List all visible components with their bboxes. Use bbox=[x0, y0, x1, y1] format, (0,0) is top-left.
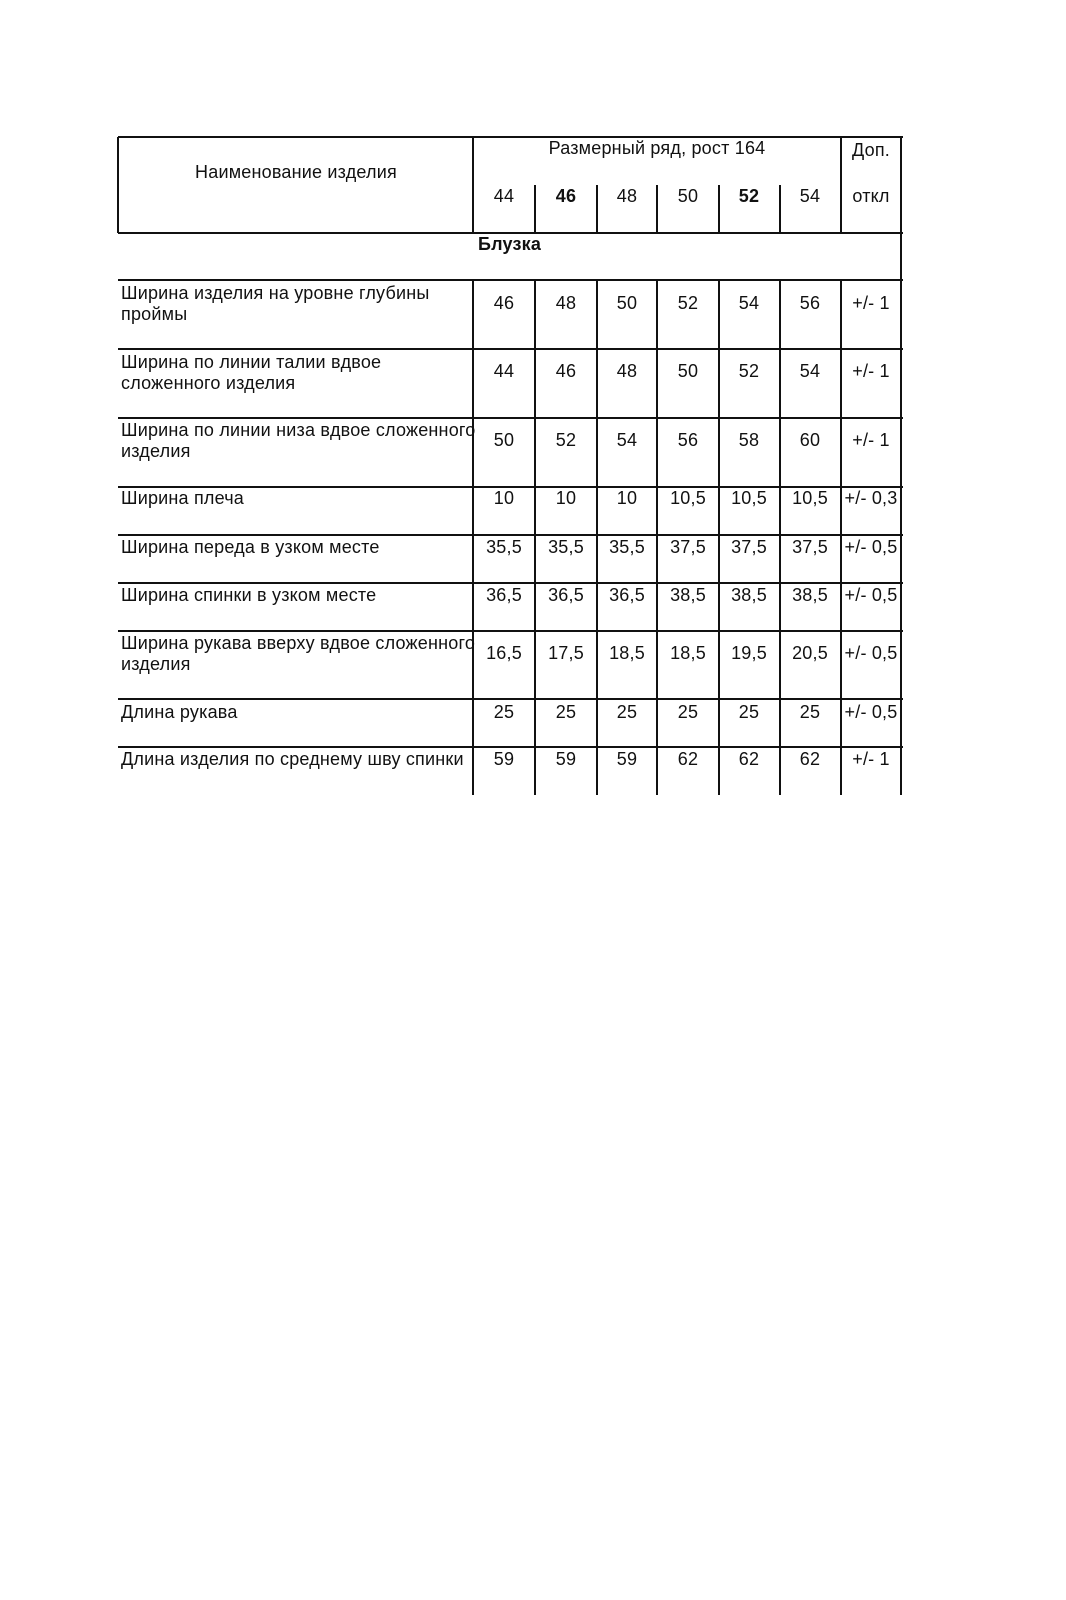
row-value: 54 bbox=[799, 361, 821, 381]
header-size-48: 48 bbox=[616, 186, 638, 206]
row-value: 20,5 bbox=[792, 643, 828, 663]
row-value: 58 bbox=[738, 430, 760, 450]
row-value: 38,5 bbox=[731, 585, 767, 605]
row-value: 10 bbox=[555, 488, 577, 508]
row-name: Ширина по линии талии вдвое сложенного изделия bbox=[121, 352, 382, 393]
row-top-border bbox=[118, 582, 903, 584]
row-value: 10 bbox=[616, 488, 638, 508]
header-size-54: 54 bbox=[799, 186, 821, 206]
row-tolerance: +/- 0,5 bbox=[844, 702, 898, 722]
header-size-44: 44 bbox=[493, 186, 515, 206]
row-value: 36,5 bbox=[609, 585, 645, 605]
value-column-divider bbox=[718, 280, 720, 349]
row-name: Длина изделия по среднему шву спинки bbox=[121, 749, 464, 769]
value-column-divider bbox=[656, 280, 658, 349]
row-tolerance: +/- 1 bbox=[852, 361, 890, 381]
value-column-divider bbox=[534, 280, 536, 349]
row-value: 19,5 bbox=[731, 643, 767, 663]
value-column-divider bbox=[779, 349, 781, 418]
row-name: Ширина спинки в узком месте bbox=[121, 585, 377, 605]
row-tolerance: +/- 1 bbox=[852, 293, 890, 313]
row-value: 46 bbox=[493, 293, 515, 313]
row-value: 50 bbox=[493, 430, 515, 450]
value-column-divider bbox=[596, 349, 598, 418]
row-value: 18,5 bbox=[670, 643, 706, 663]
row-value: 10,5 bbox=[731, 488, 767, 508]
row-value: 62 bbox=[799, 749, 821, 769]
value-column-divider bbox=[840, 631, 842, 699]
row-top-border bbox=[118, 279, 903, 281]
header-name-label: Наименование изделия bbox=[195, 162, 397, 182]
row-value: 54 bbox=[738, 293, 760, 313]
value-column-divider bbox=[840, 280, 842, 349]
row-top-border bbox=[118, 698, 903, 700]
row-value: 56 bbox=[799, 293, 821, 313]
row-tolerance: +/- 1 bbox=[852, 749, 890, 769]
row-tolerance: +/- 0,5 bbox=[844, 585, 898, 605]
row-top-border bbox=[118, 534, 903, 536]
value-column-divider bbox=[840, 418, 842, 487]
row-value: 38,5 bbox=[670, 585, 706, 605]
row-value: 59 bbox=[555, 749, 577, 769]
value-column-divider bbox=[596, 418, 598, 487]
value-column-divider bbox=[718, 349, 720, 418]
row-value: 10,5 bbox=[670, 488, 706, 508]
value-column-divider bbox=[718, 631, 720, 699]
row-name: Ширина по линии низа вдвое сложенного изделия bbox=[121, 420, 476, 461]
row-value: 59 bbox=[493, 749, 515, 769]
row-name: Ширина плеча bbox=[121, 488, 245, 508]
row-name: Ширина рукава вверху вдвое сложенного изделия bbox=[121, 633, 476, 674]
row-value: 37,5 bbox=[731, 537, 767, 557]
row-value: 60 bbox=[799, 430, 821, 450]
row-value: 16,5 bbox=[486, 643, 522, 663]
row-top-border bbox=[118, 348, 903, 350]
table-right-border bbox=[900, 137, 902, 795]
row-value: 48 bbox=[555, 293, 577, 313]
row-value: 52 bbox=[555, 430, 577, 450]
header-size-50: 50 bbox=[677, 186, 699, 206]
row-tolerance: +/- 0,5 bbox=[844, 537, 898, 557]
row-value: 10,5 bbox=[792, 488, 828, 508]
value-column-divider bbox=[656, 418, 658, 487]
row-name: Длина рукава bbox=[121, 702, 238, 722]
row-value: 38,5 bbox=[792, 585, 828, 605]
row-value: 25 bbox=[616, 702, 638, 722]
value-column-divider bbox=[656, 631, 658, 699]
value-column-divider bbox=[534, 418, 536, 487]
row-value: 36,5 bbox=[486, 585, 522, 605]
row-value: 52 bbox=[677, 293, 699, 313]
value-column-divider bbox=[840, 349, 842, 418]
value-column-divider bbox=[534, 349, 536, 418]
value-column-divider bbox=[779, 280, 781, 349]
row-value: 46 bbox=[555, 361, 577, 381]
value-column-divider bbox=[534, 631, 536, 699]
row-value: 52 bbox=[738, 361, 760, 381]
row-tolerance: +/- 1 bbox=[852, 430, 890, 450]
row-value: 50 bbox=[677, 361, 699, 381]
row-value: 48 bbox=[616, 361, 638, 381]
header-size-range-label: Размерный ряд, рост 164 bbox=[548, 138, 766, 158]
row-value: 35,5 bbox=[548, 537, 584, 557]
row-value: 59 bbox=[616, 749, 638, 769]
row-tolerance: +/- 0,3 bbox=[844, 488, 898, 508]
row-value: 62 bbox=[677, 749, 699, 769]
row-value: 25 bbox=[738, 702, 760, 722]
row-value: 50 bbox=[616, 293, 638, 313]
row-value: 35,5 bbox=[486, 537, 522, 557]
row-value: 25 bbox=[677, 702, 699, 722]
row-value: 54 bbox=[616, 430, 638, 450]
row-top-border bbox=[118, 417, 903, 419]
header-size-52: 52 bbox=[738, 186, 760, 206]
value-column-divider bbox=[718, 418, 720, 487]
row-tolerance: +/- 0,5 bbox=[844, 643, 898, 663]
row-name: Ширина изделия на уровне глубины проймы bbox=[121, 283, 430, 324]
row-value: 37,5 bbox=[792, 537, 828, 557]
row-value: 10 bbox=[493, 488, 515, 508]
row-top-border bbox=[118, 746, 903, 748]
row-value: 17,5 bbox=[548, 643, 584, 663]
row-value: 37,5 bbox=[670, 537, 706, 557]
row-value: 36,5 bbox=[548, 585, 584, 605]
row-value: 25 bbox=[799, 702, 821, 722]
row-value: 18,5 bbox=[609, 643, 645, 663]
value-column-divider bbox=[596, 280, 598, 349]
value-column-divider bbox=[656, 349, 658, 418]
header-size-46: 46 bbox=[555, 186, 577, 206]
value-column-divider bbox=[596, 631, 598, 699]
row-name: Ширина переда в узком месте bbox=[121, 537, 380, 557]
row-value: 25 bbox=[493, 702, 515, 722]
row-top-border bbox=[118, 630, 903, 632]
section-title: Блузка bbox=[478, 234, 542, 254]
row-value: 25 bbox=[555, 702, 577, 722]
header-tolerance-label-line2: откл bbox=[852, 186, 890, 206]
name-column-divider bbox=[472, 137, 474, 233]
header-tolerance-label-line1: Доп. bbox=[852, 140, 890, 160]
row-value: 35,5 bbox=[609, 537, 645, 557]
row-value: 62 bbox=[738, 749, 760, 769]
value-column-divider bbox=[779, 418, 781, 487]
row-value: 56 bbox=[677, 430, 699, 450]
value-column-divider bbox=[779, 631, 781, 699]
table-left-border bbox=[117, 137, 119, 233]
row-value: 44 bbox=[493, 361, 515, 381]
